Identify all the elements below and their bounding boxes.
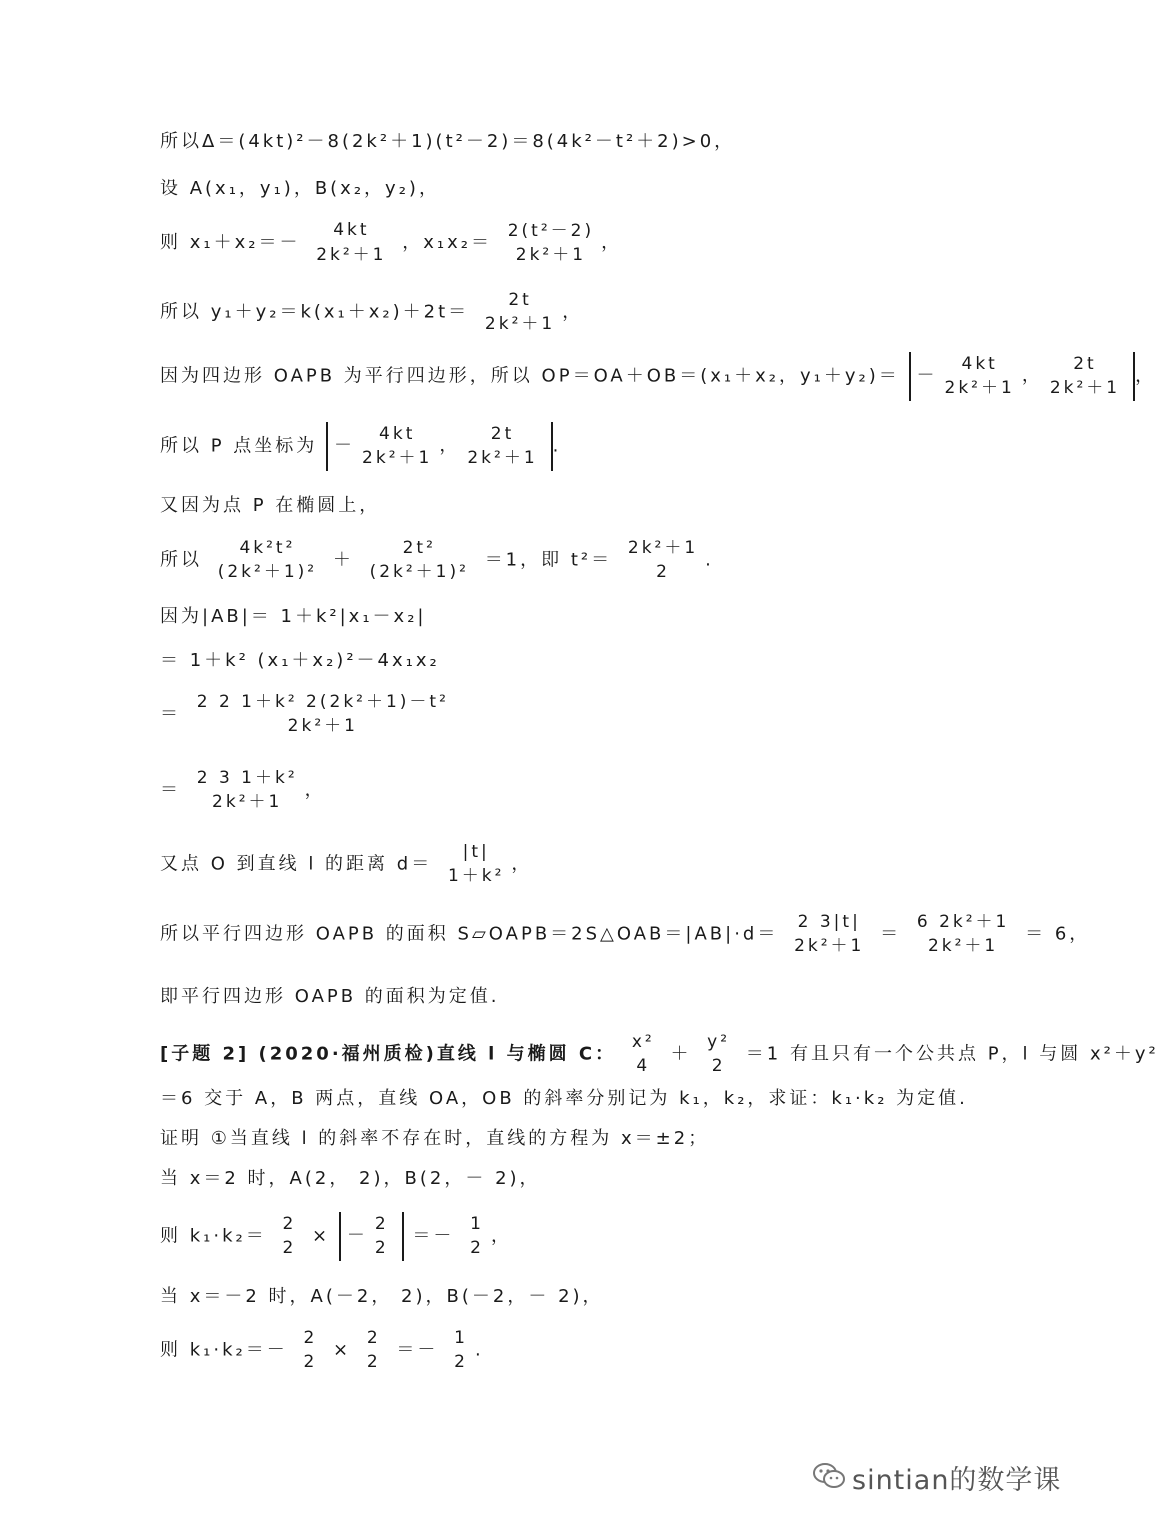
line-set-points: 设 A(x₁，y₁)，B(x₂，y₂)， <box>160 178 440 199</box>
line-parallelogram <box>160 352 1156 401</box>
fraction: 4kt 2k²＋1 <box>362 424 433 469</box>
k-product-label: 则 k₁·k₂＝ <box>160 1225 267 1247</box>
line-x2: 当 x＝2 时，A(2， 2)，B(2，－ 2)， <box>160 1168 541 1189</box>
coordinate-bracket <box>909 352 1136 401</box>
fraction: 2 3 1＋k² 2k²＋1 <box>196 768 298 813</box>
equals-minus: ＝－ <box>396 1339 439 1361</box>
comma: ， <box>1021 365 1043 387</box>
fraction: y² 2 <box>707 1032 731 1077</box>
fraction: 4kt 2k²＋1 <box>316 220 387 266</box>
line-k-product-1 <box>160 1212 512 1261</box>
fraction: 2t 2k²＋1 <box>1049 354 1121 399</box>
times: × <box>312 1225 331 1247</box>
wechat-icon <box>812 1461 846 1495</box>
coordinate-bracket <box>326 422 553 471</box>
equals: ＝ <box>160 703 181 725</box>
comma: ， <box>511 853 533 875</box>
watermark-text: sintian的数学课 <box>852 1465 1062 1496</box>
line-delta: 所以Δ＝(4kt)²－8(2k²＋1)(t²－2)＝8(4k²－t²＋2)>0， <box>160 131 736 152</box>
comma: ， <box>562 301 584 323</box>
fraction: 2 2 <box>366 1328 381 1373</box>
line-ellipse-equation <box>160 536 714 585</box>
period: . <box>705 549 714 571</box>
period: . <box>552 435 562 457</box>
fraction: 2(t²－2) 2k²＋1 <box>507 220 595 265</box>
k-product-label: 则 k₁·k₂＝－ <box>160 1339 288 1361</box>
fraction: 2 2 1＋k² 2(2k²＋1)－t² 2k²＋1 <box>196 692 449 737</box>
fraction: 1 2 <box>470 1214 484 1259</box>
line-subtopic-2: ＝6 交于 A，B 两点，直线 OA，OB 的斜率分别记为 k₁，k₂，求证：k₁·k₂ 为定值. <box>160 1088 968 1109</box>
times: × <box>333 1339 352 1361</box>
minus: － <box>916 365 938 387</box>
parallelogram-label: 因为四边形 OAPB 为平行四边形，所以 <box>160 365 533 387</box>
equals: ＝ <box>160 779 181 801</box>
equals-one: ＝1，即 t²＝ <box>484 549 613 571</box>
comma: ， <box>439 435 461 457</box>
fraction: 2t² (2k²＋1)² <box>369 538 469 583</box>
equals-minus: ＝－ <box>412 1225 455 1247</box>
equals: ＝ <box>880 923 902 945</box>
line-vieta <box>160 218 622 268</box>
fraction: 2k²＋1 2 <box>627 538 699 583</box>
line-ab-step2: ＝ 1＋k² (x₁＋x₂)²－4x₁x₂ <box>160 650 440 671</box>
comma: ， <box>1135 365 1157 387</box>
fraction: 4k²t² (2k²＋1)² <box>217 538 318 583</box>
subtopic-text: ＝1 有且只有一个公共点 P，l 与圆 x²＋y² <box>745 1043 1159 1065</box>
p-coordinate-label: 所以 P 点坐标为 <box>160 435 318 457</box>
fraction: 6 2k²＋1 2k²＋1 <box>916 912 1010 957</box>
fraction: 2t 2k²＋1 <box>484 290 556 335</box>
comma: ， <box>490 1225 512 1247</box>
minus: － <box>334 435 356 457</box>
line-subtopic <box>160 1030 1159 1079</box>
y-sum-label: 所以 y₁＋y₂＝k(x₁＋x₂)＋2t＝ <box>160 301 470 323</box>
line-k-product-2 <box>160 1326 484 1375</box>
subtopic-label: [子题 2] (2020·福州质检)直线 l 与椭圆 C： <box>160 1043 617 1065</box>
line-area <box>160 910 1090 959</box>
line-p-coordinate <box>160 422 561 471</box>
vieta-product-label: ，x₁x₂＝ <box>402 231 492 253</box>
fraction: x² 4 <box>631 1032 655 1077</box>
plus: ＋ <box>670 1043 692 1065</box>
line-on-ellipse: 又因为点 P 在椭圆上， <box>160 495 381 516</box>
area-label: 所以平行四边形 OAPB 的面积 S▱OAPB＝2S△OAB＝|AB|·d＝ <box>160 923 779 945</box>
vieta-sum-label: 则 x₁＋x₂＝－ <box>160 231 301 253</box>
line-ab-step3 <box>160 690 456 739</box>
distance-label: 又点 O 到直线 l 的距离 d＝ <box>160 853 433 875</box>
line-ab-step4 <box>160 766 326 815</box>
line-area-constant: 即平行四边形 OAPB 的面积为定值. <box>160 986 500 1007</box>
equals-six: ＝ 6， <box>1025 923 1091 945</box>
period: . <box>474 1339 484 1361</box>
so-label: 所以 <box>160 549 202 571</box>
line-ab-length: 因为|AB|＝ 1＋k²|x₁－x₂| <box>160 606 427 627</box>
plus: ＋ <box>332 549 354 571</box>
vector-sum: OP＝OA＋OB＝(x₁＋x₂，y₁＋y₂)＝ <box>541 365 900 387</box>
coordinate-bracket <box>339 1212 404 1261</box>
fraction: 2 2 <box>374 1214 389 1259</box>
fraction: |t| 1＋k² <box>447 842 505 887</box>
line-y-sum <box>160 288 583 337</box>
fraction: 1 2 <box>454 1328 468 1373</box>
fraction: 2t 2k²＋1 <box>467 424 538 469</box>
fraction: 2 2 <box>303 1328 318 1373</box>
comma: ， <box>601 231 623 253</box>
line-x-neg2: 当 x＝－2 时，A(－2， 2)，B(－2，－ 2)， <box>160 1286 604 1307</box>
watermark <box>812 1458 1061 1497</box>
fraction: 2 2 <box>282 1214 297 1259</box>
line-distance <box>160 840 532 889</box>
minus: － <box>346 1225 368 1247</box>
comma: ， <box>304 779 326 801</box>
line-proof: 证明 ①当直线 l 的斜率不存在时，直线的方程为 x＝±2； <box>160 1128 710 1149</box>
fraction: 4kt 2k²＋1 <box>944 354 1015 399</box>
fraction: 2 3|t| 2k²＋1 <box>794 912 865 957</box>
